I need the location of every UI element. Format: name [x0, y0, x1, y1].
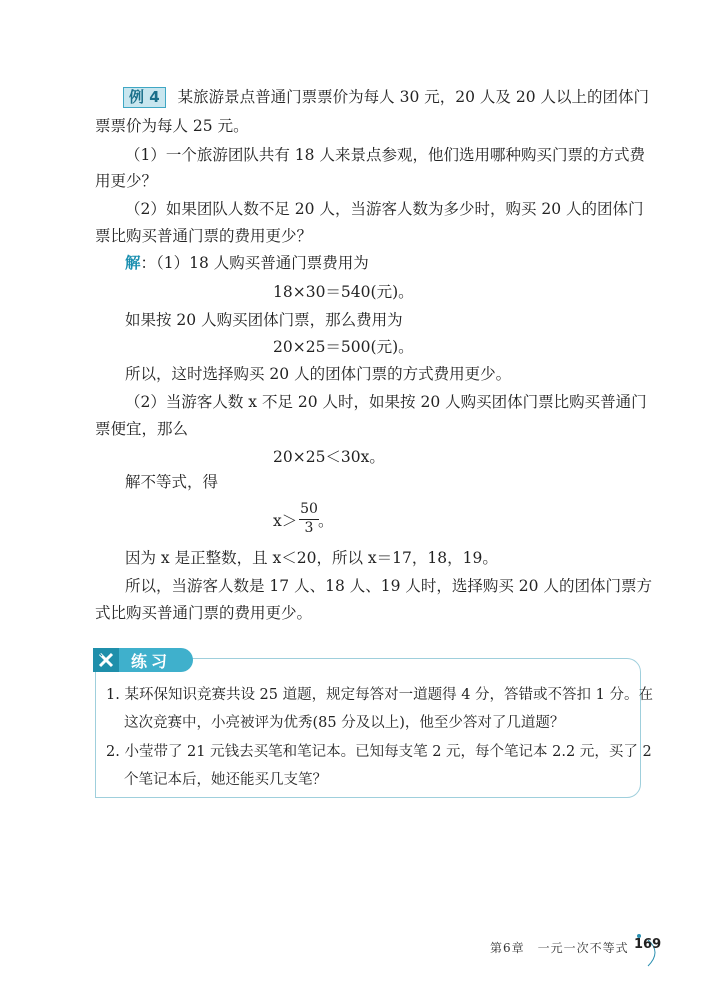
exercise-2-line-1: 2. 小莹带了 21 元钱去买笔和笔记本。已知每支笔 2 元，每个笔记本 2.2 元，买了 2	[106, 744, 652, 760]
solution-label: 解	[125, 254, 141, 272]
exercise-2-line-2: 个笔记本后，她还能买几支笔？	[124, 772, 327, 788]
exercise-1-line-2: 这次竞赛中，小亮被评为优秀(85 分及以上)，他至少答对了几道题？	[124, 715, 565, 731]
solution-part2-line-6: 式比购买普通门票的费用更少。	[95, 604, 313, 622]
question-1-line-1: （1）一个旅游团队共有 18 人来景点参观，他们选用哪种购买门票的方式费	[125, 146, 645, 164]
practice-title: 练习	[131, 651, 172, 671]
equation-4-left: x＞	[273, 512, 298, 530]
example-tag: 例 4	[123, 87, 166, 108]
fraction-denominator: 3	[304, 520, 314, 536]
solution-text-1: ：（1）18 人购买普通门票费用为	[140, 254, 369, 272]
solution-line-3: 所以，这时选择购买 20 人的团体门票的方式费用更少。	[125, 365, 512, 383]
solution-part2-line-5: 所以，当游客人数是 17 人、18 人、19 人时，选择购买 20 人的团体门票方	[125, 577, 652, 595]
question-1-line-2: 用更少？	[95, 172, 158, 190]
equation-3: 20×25＜30x。	[273, 448, 385, 466]
equation-4-end: 。	[318, 512, 334, 530]
solution-part2-line-3: 解不等式，得	[125, 473, 219, 491]
page-number: 169	[634, 937, 662, 952]
question-2-line-2: 票比购买普通门票的费用更少？	[95, 227, 313, 245]
exercise-1-line-1: 1. 某环保知识竞赛共设 25 道题，规定每答对一道题得 4 分，答错或不答扣 1 分。在	[106, 687, 653, 703]
solution-part2-line-2: 票便宜，那么	[95, 420, 189, 438]
question-2-line-1: （2）如果团队人数不足 20 人，当游客人数为多少时，购买 20 人的团体门	[125, 200, 644, 218]
example-stem-2: 票票价为每人 25 元。	[95, 117, 249, 135]
pencil-ruler-icon	[93, 648, 119, 672]
solution-line-2: 如果按 20 人购买团体门票，那么费用为	[125, 311, 403, 329]
practice-header	[93, 648, 193, 672]
example-stem-1: 某旅游景点普通门票票价为每人 30 元，20 人及 20 人以上的团体门	[177, 88, 649, 106]
solution-part2-line-1: （2）当游客人数 x 不足 20 人时，如果按 20 人购买团体门票比购买普通门	[125, 393, 647, 411]
fraction-numerator: 50	[300, 501, 318, 517]
equation-1: 18×30＝540(元)。	[273, 283, 414, 301]
solution-part2-line-4: 因为 x 是正整数，且 x＜20，所以 x＝17，18，19。	[125, 549, 498, 567]
chapter-title: 第6章 一元一次不等式	[490, 941, 629, 955]
solution-line-1	[125, 252, 369, 274]
equation-2: 20×25＝500(元)。	[273, 338, 414, 356]
example-line-1	[123, 86, 649, 108]
